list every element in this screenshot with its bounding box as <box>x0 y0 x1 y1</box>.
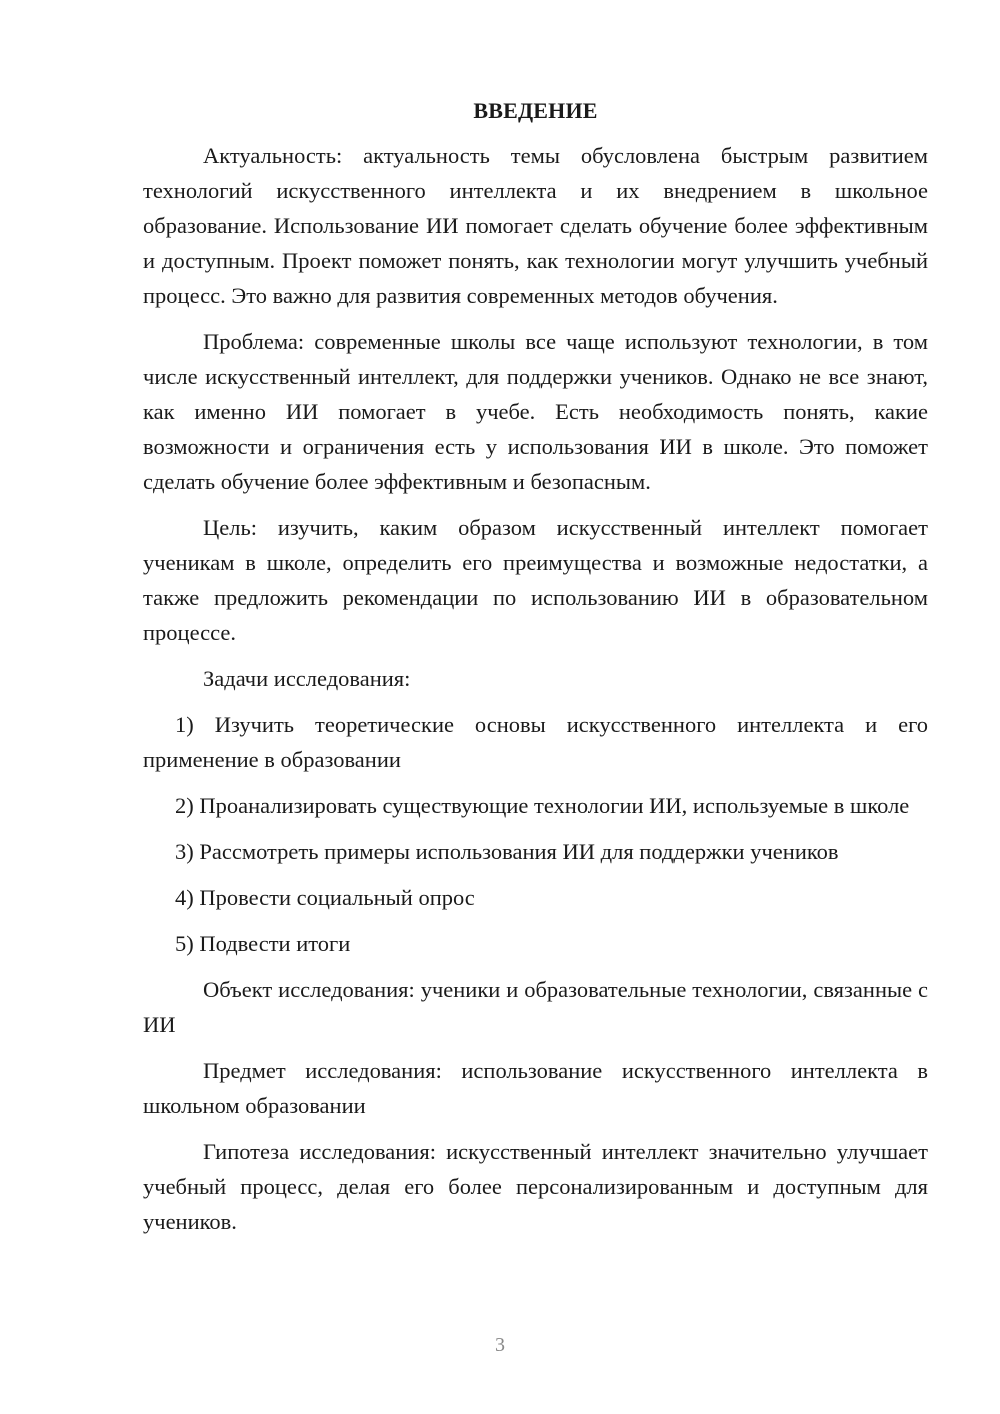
page-number: 3 <box>495 1334 505 1356</box>
page-content <box>143 96 928 1250</box>
hypothesis-paragraph: Гипотеза исследования: искусственный интеллект значительно улучшает учебный процесс, делая его более персонализированным и доступным для учеников. <box>143 1139 928 1234</box>
section-heading: ВВЕДЕНИЕ <box>473 98 598 123</box>
tasks-title: Задачи исследования: <box>203 666 411 691</box>
relevance-paragraph: Актуальность: актуальность темы обусловлена быстрым развитием технологий искусственного интеллекта и их внедрением в школьное образование. Использование ИИ помогает сделать обучение более эффективным и доступным. Проект поможет понять, как технологии могут улучшить учебный процесс. Это важно для развития современных методов обучения. <box>143 143 928 308</box>
task-item-5: 5) Подвести итоги <box>175 931 351 956</box>
problem-paragraph: Проблема: современные школы все чаще используют технологии, в том числе искусственный интеллект, для поддержки учеников. Однако не все знают, как именно ИИ помогает в учебе. Есть необходимость понять, какие возможности и ограничения есть у использования ИИ в школе. Это поможет сделать обучение более эффективным и безопасным. <box>143 329 928 494</box>
goal-paragraph: Цель: изучить, каким образом искусственный интеллект помогает ученикам в школе, определить его преимущества и возможные недостатки, а также предложить рекомендации по использованию ИИ в образовательном процессе. <box>143 515 928 645</box>
task-item-2: 2) Проанализировать существующие технологии ИИ, используемые в школе <box>175 793 910 818</box>
object-paragraph: Объект исследования: ученики и образовательные технологии, связанные с ИИ <box>143 977 928 1037</box>
task-item-3: 3) Рассмотреть примеры использования ИИ для поддержки учеников <box>175 839 839 864</box>
task-item-4: 4) Провести социальный опрос <box>175 885 475 910</box>
task-item-1: 1) Изучить теоретические основы искусственного интеллекта и его применение в образовании <box>143 712 928 772</box>
subject-paragraph: Предмет исследования: использование искусственного интеллекта в школьном образовании <box>143 1058 928 1118</box>
